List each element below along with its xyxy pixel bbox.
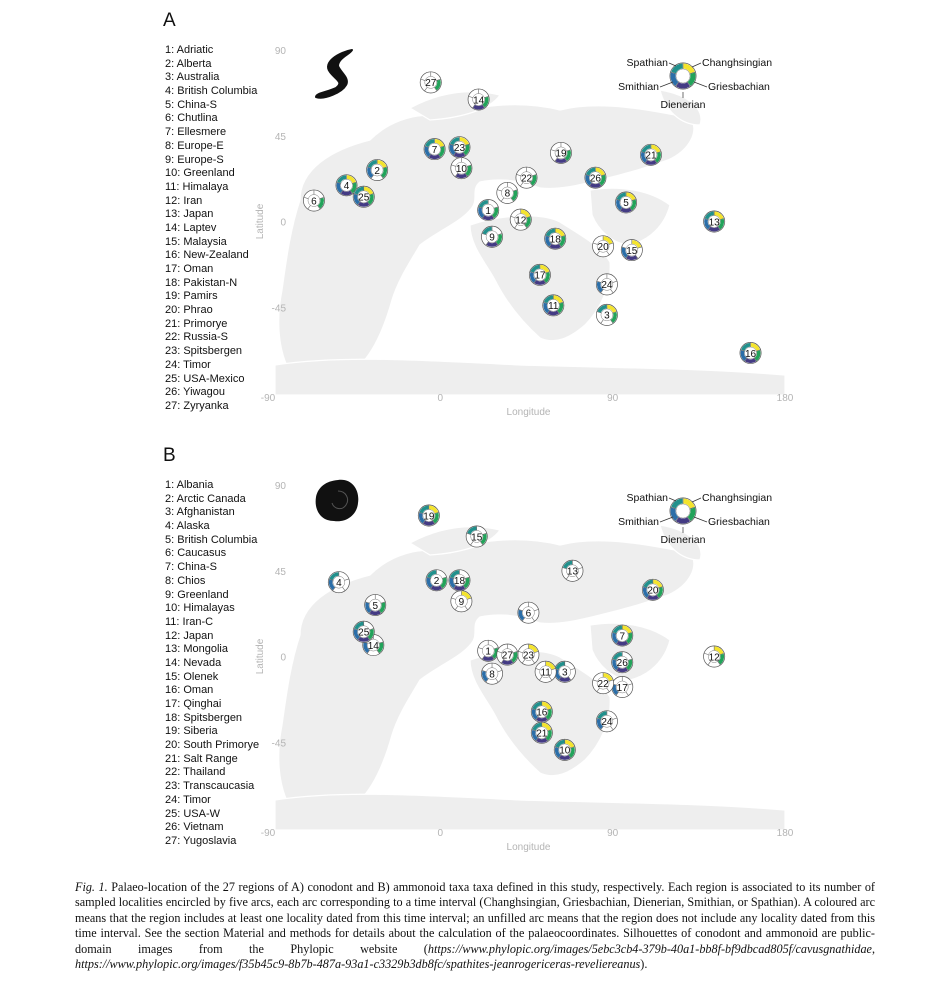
legend-item: 8: Europe-E (165, 139, 224, 152)
arc-dienerian (621, 209, 630, 210)
region-marker (518, 602, 539, 623)
region-number: 1 (485, 646, 491, 658)
region-number: 8 (489, 669, 495, 681)
legend-item: 3: Australia (165, 71, 220, 84)
caption-separator: , (871, 941, 875, 956)
x-tick-label: -90 (260, 828, 276, 839)
region-number: 6 (311, 196, 317, 208)
arc-dienerian (560, 679, 569, 680)
palaeomap (0, 0, 944, 430)
arc-dienerian (535, 282, 544, 283)
time-interval-key (618, 57, 772, 111)
arc-dienerian (591, 184, 600, 185)
region-number: 19 (423, 511, 435, 523)
region-number: 9 (489, 232, 495, 244)
region-number: 10 (559, 745, 571, 757)
panel-b (0, 435, 944, 855)
legend-item: 10: Himalayas (165, 602, 235, 615)
legend-item: 9: Europe-S (165, 153, 224, 166)
region-marker (554, 739, 575, 760)
region-marker (466, 526, 487, 547)
region-marker (592, 236, 613, 257)
region-marker (612, 652, 633, 673)
arc-dienerian (627, 257, 636, 258)
ammonoid-silhouette (316, 480, 359, 522)
region-number: 8 (504, 188, 511, 200)
region-marker (543, 295, 564, 316)
arc-dienerian (646, 162, 655, 163)
legend-item: 17: Qinghai (165, 698, 222, 710)
region-marker (562, 560, 583, 581)
legend-item: 27: Zyryanka (165, 399, 229, 412)
key-label-dienerian: Dienerian (660, 99, 706, 111)
region-marker (451, 158, 472, 179)
legend-item: 17: Oman (165, 263, 214, 275)
region-marker (365, 594, 386, 615)
x-tick-label: 90 (607, 393, 619, 404)
land-mass (275, 359, 785, 395)
arc-dienerian (457, 608, 466, 609)
arc-dienerian (677, 84, 688, 86)
region-number: 15 (471, 532, 483, 544)
arc-dienerian (359, 639, 368, 640)
arc-dienerian (648, 597, 657, 598)
arc-dienerian (455, 587, 464, 588)
region-marker (367, 159, 388, 180)
arc-dienerian (484, 658, 493, 659)
key-label-changhsingian: Changhsingian (702, 57, 773, 69)
legend-item: 14: Laptev (165, 221, 217, 234)
region-marker (545, 228, 566, 249)
region-marker (516, 167, 537, 188)
legend-item: 5: British Columbia (165, 533, 258, 546)
region-number: 16 (536, 707, 548, 719)
y-tick-label: 0 (280, 217, 286, 229)
region-number: 26 (616, 658, 628, 670)
palaeomap (0, 435, 944, 865)
time-interval-key (618, 492, 772, 546)
key-label-spathian: Spathian (626, 492, 668, 504)
arc-dienerian (334, 589, 343, 590)
region-number: 18 (453, 576, 466, 588)
region-marker (531, 722, 552, 743)
region-number: 24 (601, 717, 613, 729)
arc-dienerian (371, 612, 380, 613)
legend-item: 15: Olenek (165, 670, 219, 683)
legend-item: 7: China-S (165, 561, 217, 574)
region-marker (418, 505, 439, 526)
legend-item: 12: Japan (165, 629, 214, 642)
legend-item: 26: Vietnam (165, 821, 224, 834)
region-marker (497, 182, 518, 203)
arc-dienerian (541, 679, 550, 680)
arc-dienerian (599, 690, 608, 691)
region-number: 19 (555, 148, 567, 160)
region-number: 25 (358, 192, 370, 204)
caption-text: Palaeo-location of the 27 regions of A) conodont and B) ammonoid taxa taxa defined in this study, respectively. Each region is associated to its number of sampled localities encircled by five arcs, each arc corresponding to a time interval (Changhsingian, Griesbachian, Dienerian, Smithian, or Spathian). A coloured arc means that the region includes at least one locality dated from this time interval; an unfilled arc means that the region does not include any locality dated from this time interval. See the section Material and methods for details about the calculation of the palaeocoordinates. Silhouettes of conodont and ammonoid are public-domain images from the Phylopic website ( (75, 880, 875, 956)
arc-dienerian (474, 106, 483, 107)
figure-caption (75, 880, 875, 972)
arc-dienerian (430, 156, 439, 157)
region-number: 21 (645, 150, 657, 162)
key-label-griesbachian: Griesbachian (708, 81, 770, 93)
region-marker (642, 579, 663, 600)
region-number: 1 (485, 205, 491, 217)
legend-item: 3: Afghanistan (165, 506, 235, 519)
region-number: 5 (623, 198, 629, 210)
arc-dienerian (455, 154, 464, 155)
region-number: 22 (520, 173, 533, 185)
panel-letter: B (163, 445, 176, 466)
legend-item: 6: Caucasus (165, 547, 227, 560)
arc-dienerian (373, 177, 382, 178)
region-marker (510, 209, 531, 230)
key-label-changhsingian: Changhsingian (702, 492, 773, 504)
arc-dienerian (599, 253, 608, 254)
y-tick-label: 45 (274, 131, 286, 143)
legend-item: 23: Transcaucasia (165, 780, 255, 793)
region-marker (420, 72, 441, 93)
region-marker (596, 711, 617, 732)
legend-item: 1: Adriatic (165, 44, 214, 56)
arc-dienerian (551, 245, 560, 246)
panel-a (0, 0, 944, 430)
legend-item: 23: Spitsbergen (165, 345, 243, 358)
region-number: 4 (336, 577, 342, 589)
region-marker (451, 591, 472, 612)
region-marker (585, 167, 606, 188)
region-number: 17 (616, 682, 628, 694)
legend-item: 12: Iran (165, 194, 203, 207)
region-marker (592, 673, 613, 694)
region-marker (468, 89, 489, 110)
x-axis-title: Longitude (506, 842, 551, 853)
legend-item: 18: Pakistan-N (165, 276, 238, 289)
conodont-silhouette (316, 50, 352, 98)
key-label-dienerian: Dienerian (660, 534, 706, 546)
arc-dienerian (424, 522, 433, 523)
legend-item: 19: Siberia (165, 725, 218, 738)
arc-dienerian (560, 757, 569, 758)
region-number: 15 (626, 245, 638, 257)
legend-item: 20: South Primorye (165, 739, 260, 752)
legend-item: 1: Albania (165, 479, 214, 491)
region-marker (704, 211, 725, 232)
panel-letter: A (163, 10, 176, 31)
arc-dienerian (618, 669, 627, 670)
key-label-smithian: Smithian (618, 81, 659, 93)
legend-item: 18: Spitsbergen (165, 711, 243, 724)
legend-item: 5: China-S (165, 98, 217, 111)
region-number: 3 (562, 667, 568, 679)
region-marker (353, 186, 374, 207)
region-number: 12 (515, 215, 527, 227)
legend-item: 10: Greenland (165, 167, 235, 180)
y-axis-title: Latitude (255, 638, 266, 675)
region-marker (303, 190, 324, 211)
region-number: 11 (540, 667, 551, 679)
region-marker (554, 661, 575, 682)
region-number: 6 (525, 608, 532, 620)
arc-dienerian (602, 291, 611, 292)
legend-item: 16: Oman (165, 684, 214, 697)
region-number: 22 (597, 678, 609, 690)
region-number: 4 (343, 181, 350, 193)
region-marker (531, 701, 552, 722)
y-tick-label: 90 (274, 481, 286, 492)
region-number: 20 (647, 585, 659, 597)
region-number: 18 (549, 234, 561, 246)
caption-label: Fig. 1. (75, 880, 108, 894)
arc-dienerian (484, 217, 493, 218)
land-masses (275, 90, 785, 395)
region-number: 23 (453, 142, 466, 154)
region-marker (704, 646, 725, 667)
region-marker (640, 144, 661, 165)
arc-dienerian (503, 661, 512, 662)
arc-dienerian (524, 619, 533, 620)
arc-dienerian (602, 728, 611, 729)
arc-dienerian (549, 312, 558, 313)
x-axis-title: Longitude (506, 407, 551, 418)
legend-item: 16: New-Zealand (165, 249, 249, 262)
region-number: 20 (597, 242, 609, 254)
region-marker (481, 226, 502, 247)
region-marker (615, 192, 636, 213)
region-number: 7 (431, 144, 438, 156)
legend-item: 24: Timor (165, 358, 211, 371)
x-tick-label: -90 (260, 393, 276, 404)
region-marker (497, 644, 518, 665)
y-tick-label: 90 (274, 46, 286, 57)
region-marker (550, 142, 571, 163)
region-number: 11 (548, 301, 559, 313)
y-tick-label: 45 (274, 566, 286, 578)
region-marker (478, 199, 499, 220)
region-number: 24 (601, 280, 613, 292)
legend-item: 11: Iran-C (165, 615, 214, 628)
legend-item: 13: Japan (165, 208, 214, 221)
arc-dienerian (516, 226, 525, 227)
region-number: 7 (619, 631, 626, 643)
region-marker (328, 572, 349, 593)
caption-end: ). (640, 957, 648, 972)
y-tick-label: 0 (280, 652, 286, 664)
region-number: 3 (604, 310, 610, 322)
legend-item: 21: Salt Range (165, 752, 238, 765)
key-label-smithian: Smithian (618, 516, 659, 528)
legend-item: 4: British Columbia (165, 85, 258, 98)
region-number: 25 (358, 627, 370, 639)
x-tick-label: 180 (776, 828, 794, 839)
arc-dienerian (710, 228, 719, 229)
legend-item: 13: Mongolia (165, 643, 228, 656)
arc-dienerian (537, 740, 546, 741)
arc-dienerian (457, 175, 466, 176)
region-number: 2 (374, 165, 380, 177)
region-marker (529, 264, 550, 285)
region-marker (596, 274, 617, 295)
region-marker (612, 625, 633, 646)
region-marker (535, 661, 556, 682)
x-tick-label: 90 (607, 828, 619, 839)
y-tick-label: -45 (271, 303, 286, 315)
legend-item: 22: Thailand (165, 766, 226, 779)
key-label-spathian: Spathian (626, 57, 668, 69)
legend-item: 2: Arctic Canada (165, 492, 246, 505)
arc-dienerian (602, 322, 611, 323)
arc-dienerian (472, 543, 481, 544)
arc-dienerian (568, 578, 577, 579)
legend-item: 24: Timor (165, 793, 211, 806)
arc-dienerian (522, 184, 531, 185)
x-tick-label: 0 (437, 828, 444, 839)
x-tick-label: 0 (437, 393, 444, 404)
legend-item: 25: USA-W (165, 807, 221, 820)
region-marker (481, 663, 502, 684)
region-number: 9 (458, 597, 465, 609)
arc-dienerian (677, 519, 688, 521)
legend-item: 8: Chios (165, 574, 206, 587)
region-number: 27 (501, 650, 513, 662)
region-marker (518, 644, 539, 665)
land-mass (275, 794, 785, 830)
legend-item: 11: Himalaya (165, 180, 229, 193)
arc-dienerian (556, 160, 565, 161)
region-marker (426, 570, 447, 591)
arc-dienerian (710, 663, 719, 664)
legend-item: 22: Russia-S (165, 331, 228, 344)
region-number: 12 (708, 652, 720, 664)
region-marker (353, 621, 374, 642)
legend-item: 21: Primorye (165, 317, 228, 330)
arc-dienerian (359, 204, 368, 205)
legend-item: 15: Malaysia (165, 235, 227, 248)
region-number: 16 (744, 348, 757, 360)
arc-dienerian (309, 207, 318, 208)
legend-item: 20: Phrao (165, 304, 213, 317)
region-marker (449, 570, 470, 591)
arc-dienerian (487, 680, 496, 681)
x-tick-label: 180 (776, 393, 794, 404)
region-number: 5 (372, 600, 379, 612)
legend-item: 2: Alberta (165, 57, 212, 70)
arc-dienerian (487, 244, 496, 245)
legend-item: 9: Greenland (165, 588, 229, 601)
region-number: 13 (708, 217, 720, 229)
region-marker (478, 640, 499, 661)
region-number: 13 (566, 566, 579, 578)
legend-item: 6: Chutlina (165, 112, 218, 125)
legend-item: 27: Yugoslavia (165, 834, 237, 847)
caption-link-ammonoid[interactable]: https://www.phylopic.org/images/f35b45c9-8b7b-487a-93a1-c3329b3db8fc/spathites-jeanrogericeras-reveliereanus (75, 957, 641, 972)
region-marker (424, 138, 445, 159)
region-number: 17 (534, 270, 546, 282)
land-masses (275, 525, 785, 830)
arc-dienerian (746, 360, 755, 361)
caption-link-conodont[interactable]: https://www.phylopic.org/images/5ebc3cb4-379b-40a1-bb8f-bf9dbcad805f/cavusgnathidae (427, 941, 872, 956)
y-axis-title: Latitude (255, 203, 266, 240)
region-number: 21 (536, 728, 548, 740)
legend-item: 26: Yiwagou (165, 386, 225, 399)
region-number: 10 (455, 163, 467, 175)
region-number: 27 (425, 78, 437, 90)
arc-dienerian (618, 642, 627, 643)
legend-item: 14: Nevada (165, 656, 222, 669)
region-number: 2 (433, 576, 440, 588)
legend-item: 7: Ellesmere (165, 126, 227, 139)
arc-dienerian (537, 719, 546, 720)
arc-dienerian (618, 694, 627, 695)
region-marker (596, 304, 617, 325)
region-number: 23 (522, 650, 534, 662)
arc-dienerian (426, 89, 435, 90)
arc-dienerian (432, 587, 441, 588)
legend-item: 19: Pamirs (165, 290, 218, 303)
region-marker (612, 676, 633, 697)
legend-item: 25: USA-Mexico (165, 372, 245, 385)
arc-dienerian (342, 192, 351, 193)
region-marker (449, 137, 470, 158)
legend-item: 4: Alaska (165, 520, 210, 533)
region-number: 14 (367, 640, 379, 652)
region-number: 14 (473, 95, 485, 107)
region-number: 26 (589, 173, 601, 185)
region-marker (740, 342, 761, 363)
arc-dienerian (369, 652, 378, 653)
arc-dienerian (524, 661, 533, 662)
arc-dienerian (503, 200, 512, 201)
region-marker (621, 239, 642, 260)
key-label-griesbachian: Griesbachian (708, 516, 770, 528)
y-tick-label: -45 (271, 738, 286, 750)
